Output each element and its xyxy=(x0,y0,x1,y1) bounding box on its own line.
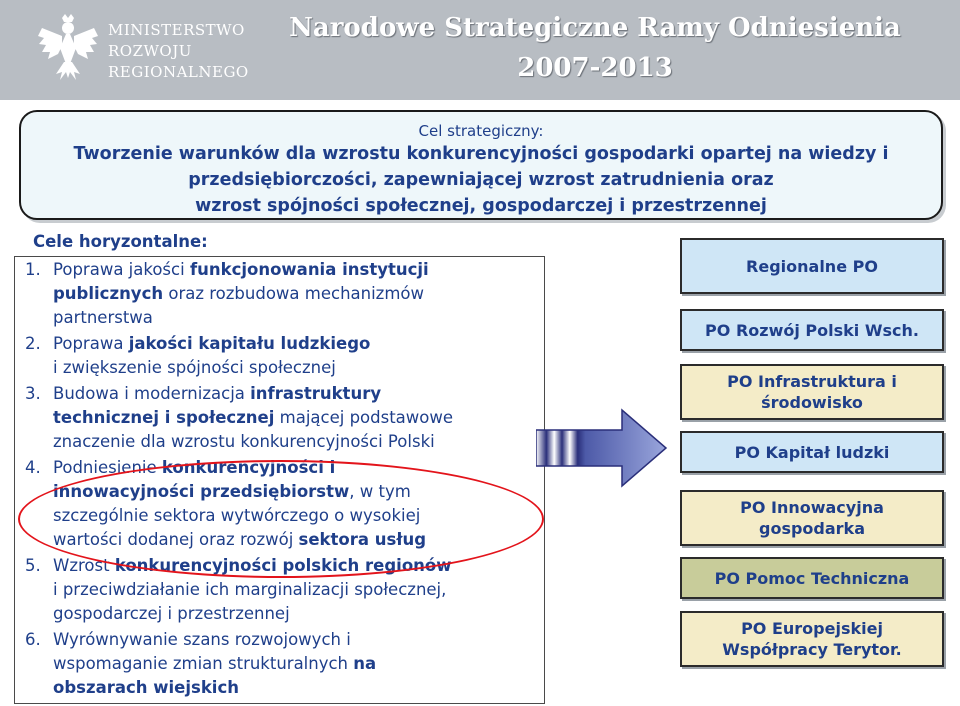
horizontal-goal-line xyxy=(53,554,540,578)
horizontal-goal-number: 5. xyxy=(25,556,41,575)
horizontal-goal-text: i przeciwdziałanie ich marginalizacji społecznej, xyxy=(53,580,447,599)
horizontal-goal-text: szczególnie sektora wytwórczego o wysokiej xyxy=(53,506,421,525)
horizontal-goal-line xyxy=(53,258,540,282)
horizontal-goal-text: publicznych xyxy=(53,284,164,303)
programme-label: gospodarka xyxy=(759,519,865,538)
horizontal-goal-text: , w tym xyxy=(349,482,411,501)
horizontal-goal-item xyxy=(25,332,540,380)
programme-infrastruktura xyxy=(680,364,944,420)
title-years: 2007-2013 xyxy=(517,53,673,83)
ministry-line: REGIONALNEGO xyxy=(108,63,249,81)
horizontal-goal-line xyxy=(53,628,540,652)
horizontal-goal-text: Wyrównywanie szans rozwojowych i xyxy=(53,630,351,649)
horizontal-goal-line xyxy=(53,456,540,480)
horizontal-goal-line xyxy=(53,602,540,626)
strategic-goal-box xyxy=(19,110,943,220)
horizontal-goal-text: funkcjonowania instytucji xyxy=(189,260,429,279)
horizontal-goal-text: mającej podstawowe xyxy=(274,408,454,427)
programme-label: Współpracy Terytor. xyxy=(722,640,902,659)
horizontal-goal-number: 1. xyxy=(25,260,41,279)
programme-label: PO Infrastruktura i xyxy=(727,372,897,391)
horizontal-goal-line xyxy=(53,480,540,504)
horizontal-goal-text: na xyxy=(353,654,377,673)
horizontal-goal-text: partnerstwa xyxy=(53,308,153,327)
horizontal-goals-list xyxy=(25,258,540,700)
horizontal-goal-text: Podniesienie xyxy=(53,458,162,477)
strategic-goal-line: Tworzenie warunków dla wzrostu konkurencyjności gospodarki opartej na wiedzy i xyxy=(73,144,889,164)
programme-label: PO Pomoc Techniczna xyxy=(714,568,910,588)
page-title xyxy=(272,8,918,88)
horizontal-goal-line xyxy=(53,356,540,380)
programme-label: PO Rozwój Polski Wsch. xyxy=(705,320,919,340)
horizontal-goal-line xyxy=(53,528,540,552)
title-line: Narodowe Strategiczne Ramy Odniesienia xyxy=(289,13,901,43)
strategic-goal-line: wzrost spójności społecznej, gospodarczej i przestrzennej xyxy=(195,196,767,216)
horizontal-goal-text: Budowa i modernizacja xyxy=(53,384,251,403)
horizontal-goal-number: 6. xyxy=(25,630,41,649)
polish-eagle-emblem-icon xyxy=(36,12,100,84)
horizontal-goal-text: innowacyjności przedsiębiorstw xyxy=(53,482,350,501)
programme-kapital-ludzki xyxy=(680,431,944,473)
horizontal-goal-number: 3. xyxy=(25,384,41,403)
horizontal-goal-number: 4. xyxy=(25,458,41,477)
horizontal-goal-item xyxy=(25,258,540,330)
horizontal-goal-text: konkurencyjności polskich regionów xyxy=(114,556,452,575)
horizontal-goal-item xyxy=(25,456,540,552)
horizontal-goal-line xyxy=(53,382,540,406)
horizontal-goal-text: wartości dodanej oraz rozwój xyxy=(53,530,299,549)
horizontal-goal-text: Wzrost xyxy=(53,556,115,575)
ministry-name xyxy=(108,20,249,83)
horizontal-goal-line xyxy=(53,332,540,356)
programme-europejska-wspolpraca xyxy=(680,611,944,667)
ministry-line: MINISTERSTWO xyxy=(108,21,245,39)
programme-label: Regionalne PO xyxy=(746,256,878,276)
horizontal-goal-text: gospodarczej i przestrzennej xyxy=(53,604,290,623)
horizontal-goal-item xyxy=(25,554,540,626)
horizontal-goal-text: technicznej i społecznej xyxy=(53,408,275,427)
horizontal-goal-text: obszarach wiejskich xyxy=(53,678,239,697)
horizontal-goal-text: infrastruktury xyxy=(250,384,382,403)
programme-innowacyjna-gospodarka xyxy=(680,490,944,546)
horizontal-goal-line xyxy=(53,578,540,602)
horizontal-goal-text: jakości kapitału ludzkiego xyxy=(128,334,371,353)
horizontal-goal-text: znaczenie dla wzrostu konkurencyjności Polski xyxy=(53,432,435,451)
horizontal-goal-line xyxy=(53,652,540,676)
strategic-goal-label: Cel strategiczny: xyxy=(418,122,544,140)
programme-rozwoj-polski-wschodniej xyxy=(680,309,944,351)
ministry-line: ROZWOJU xyxy=(108,42,192,60)
right-arrow-icon xyxy=(536,408,668,488)
horizontal-goal-text: i zwiększenie spójności społecznej xyxy=(53,358,336,377)
horizontal-goal-item xyxy=(25,382,540,454)
horizontal-goal-line xyxy=(53,282,540,306)
horizontal-goals-title: Cele horyzontalne: xyxy=(33,232,208,251)
horizontal-goal-line xyxy=(53,430,540,454)
horizontal-goal-text: oraz rozbudowa mechanizmów xyxy=(163,284,425,303)
horizontal-goal-line xyxy=(53,504,540,528)
programme-label: środowisko xyxy=(761,393,863,412)
horizontal-goal-text: Poprawa xyxy=(53,334,129,353)
programme-label: PO Europejskiej xyxy=(741,619,883,638)
header-band xyxy=(0,0,960,100)
horizontal-goal-line xyxy=(53,306,540,330)
horizontal-goal-text: konkurencyjności i xyxy=(161,458,336,477)
horizontal-goal-text: sektora usług xyxy=(298,530,427,549)
horizontal-goal-line xyxy=(53,406,540,430)
programme-regional xyxy=(680,238,944,294)
programme-pomoc-techniczna xyxy=(680,557,944,599)
programme-label: PO Kapitał ludzki xyxy=(734,442,890,462)
horizontal-goal-item xyxy=(25,628,540,700)
horizontal-goal-text: wspomaganie zmian strukturalnych xyxy=(53,654,354,673)
strategic-goal-line: przedsiębiorczości, zapewniającej wzrost zatrudnienia oraz xyxy=(188,170,774,190)
horizontal-goal-text: Poprawa jakości xyxy=(53,260,190,279)
programme-label: PO Innowacyjna xyxy=(740,498,884,517)
horizontal-goal-line xyxy=(53,676,540,700)
horizontal-goal-number: 2. xyxy=(25,334,41,353)
